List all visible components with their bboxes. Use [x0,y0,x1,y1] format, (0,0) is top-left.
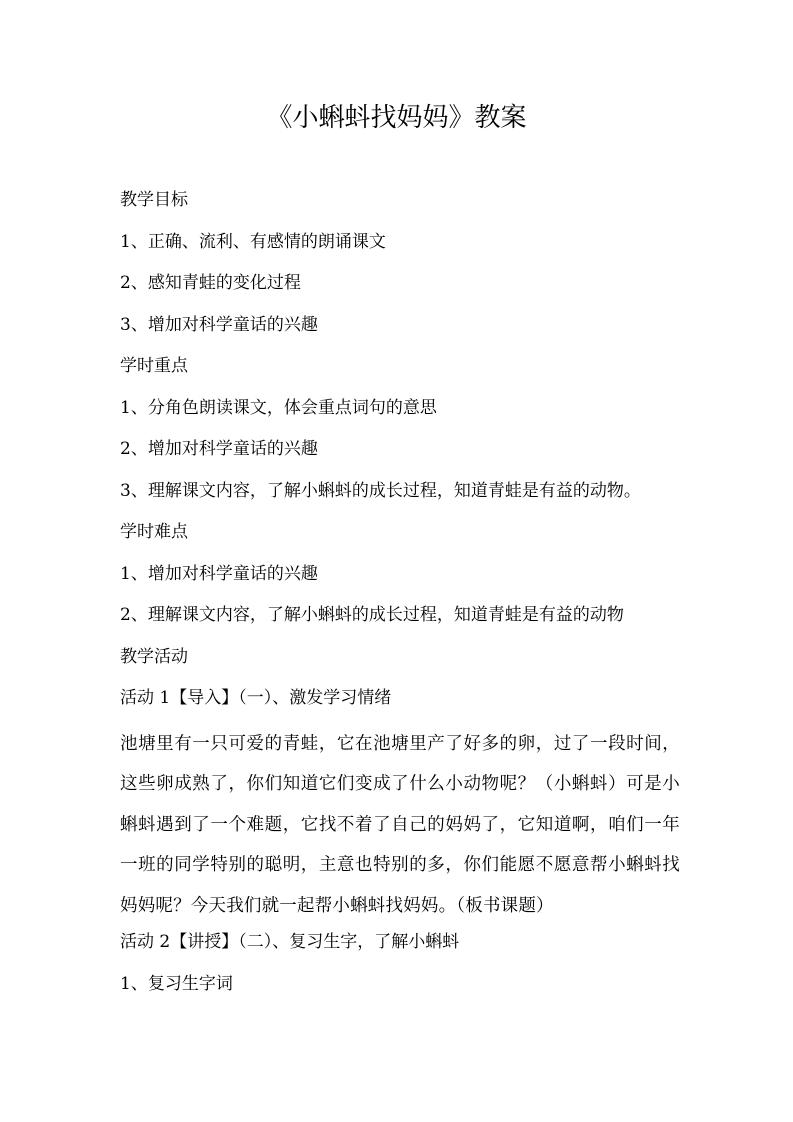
difficulty-item-2: 2、理解课文内容，了解小蝌蚪的成长过程，知道青蛙是有益的动物 [120,605,624,625]
key-point-item-2: 2、增加对科学童话的兴趣 [120,439,318,459]
difficulty-item-1: 1、增加对科学童话的兴趣 [120,563,318,584]
objective-item-2: 2、感知青蛙的变化过程 [120,273,301,293]
document-body [120,184,680,1009]
activity-2-item-1: 1、复习生字词 [120,973,233,994]
section-heading-key-points: 学时重点 [120,356,188,376]
key-point-item-3: 3、理解课文内容，了解小蝌蚪的成长过程，知道青蛙是有益的动物。 [120,480,641,501]
objective-item-3: 3、增加对科学童话的兴趣 [120,314,318,335]
document-title: 《小蝌蚪找妈妈》教案 [266,103,527,133]
section-heading-objectives: 教学目标 [120,190,188,210]
section-heading-difficulties: 学时难点 [120,522,188,542]
section-heading-activities: 教学活动 [120,646,188,667]
activity-2-heading: 活动 2【讲授】（二）、复习生字，了解小蝌蚪 [120,932,460,952]
objective-item-1: 1、正确、流利、有感情的朗诵课文 [120,231,386,252]
key-point-item-1: 1、分角色朗读课文，体会重点词句的意思 [120,397,437,418]
activity-1-paragraph: 池塘里有一只可爱的青蛙，它在池塘里产了好多的卵，过了一段时间，这些卵成熟了，你们知道它们变成了什么小动物呢？（小蝌蚪）可是小蝌蚪遇到了一个难题，它找不着了自己的妈妈了，它知道啊，咱们一年一班的同学特别的聪明，主意也特别的多，你们能愿不愿意帮小蝌蚪找妈妈呢？今天我们就一起帮小蝌蚪找妈妈。（板书课题） [120,733,680,916]
activity-1-heading: 活动 1【导入】（一）、激发学习情绪 [120,688,392,708]
